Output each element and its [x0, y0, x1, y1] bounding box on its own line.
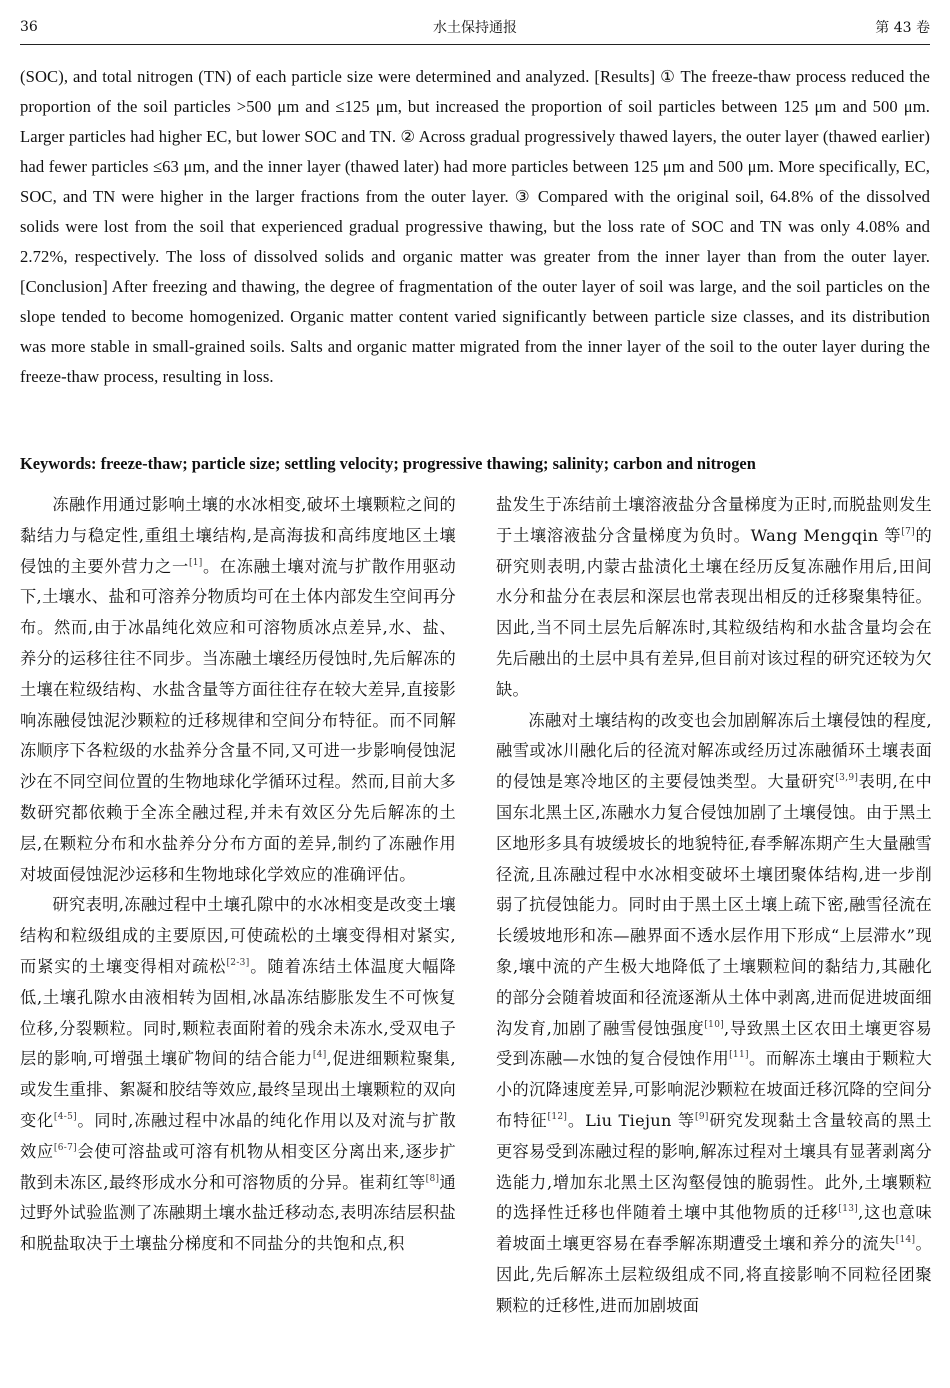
- text-run: 研究表明,冻融过程中土壤孔隙中的水冰相变是改变土壤结构和粒级组成的主要原因,可使疏松的土壤变得相对紧实,而紧实的土壤变得相对疏松: [20, 895, 456, 976]
- citation: [1]: [188, 557, 203, 568]
- paragraph-continued: [496, 490, 932, 706]
- citation: [7]: [901, 526, 915, 537]
- text-run: 。而解冻土壤由于颗粒大小的沉降速度差异,可影响泥沙颗粒在坡面迁移沉降的空间分布特征: [496, 1049, 932, 1130]
- citation: [10]: [704, 1019, 725, 1030]
- paragraph: [20, 890, 456, 1260]
- english-abstract: (SOC), and total nitrogen (TN) of each particle size were determined and analyzed. [Results] ① The freeze-thaw process reduced the proportion of the soil particles >500 μm and ≤125 μm, but increased the proportion of soil particles between 125 μm and 500 μm. Larger particles had higher EC, but lower SOC and TN. ② Across gradual progressively thawed layers, the outer layer (thawed earlier) had fewer particles ≤63 μm, and the inner layer (thawed later) had more particles between 125 μm and 500 μm. More specifically, EC, SOC, and TN were higher in the larger fractions from the outer layer. ③ Compared with the original soil, 64.8% of the dissolved solids were lost from the soil that experienced gradual progressive thawing, but the loss rate of SOC and TN was only 4.08% and 2.72%, respectively. The loss of dissolved solids and organic matter was greater from the inner layer than from the outer layer. [Conclusion] After freezing and thawing, the degree of fragmentation of the outer layer of soil was large, and the soil particles on the slope tended to become homogenized. Organic matter content varied significantly between particle size classes, and its distribution was more stable in small-grained soils. Salts and organic matter migrated from the inner layer of the soil to the outer layer during the freeze-thaw process, resulting in loss.: [20, 67, 930, 386]
- citation: [4]: [312, 1050, 327, 1061]
- text-run: ,这也意味着坡面土壤更容易在春季解冻期遭受土壤和养分的流失: [496, 1203, 932, 1254]
- text-run: 。Liu Tiejun 等: [567, 1110, 696, 1130]
- citation: [6-7]: [53, 1142, 77, 1153]
- citation: [8]: [425, 1173, 440, 1184]
- text-run: 表明,在中国东北黑土区,冻融水力复合侵蚀加剧了土壤侵蚀。由于黑土区地形多具有坡缓坡长的地貌特征,春季解冻期产生大量融雪径流,且冻融过程中水冰相变破坏土壤团聚体结构,进一步削弱了抗侵蚀能力。同时由于黑土区土壤上疏下密,融雪径流在长缓坡地形和冻—融界面不透水层作用下形成“上层滞水”现象,壤中流的产生极大地降低了土壤颗粒间的黏结力,其融化的部分会随着坡面和径流逐渐从土体中剥离,进而促进坡面细沟发育,加剧了融雪侵蚀强度: [496, 772, 932, 1038]
- citation: [9]: [695, 1111, 709, 1122]
- text-run: 通过野外试验监测了冻融期土壤水盐迁移动态,表明冻结层积盐和脱盐取决于土壤盐分梯度和不同盐分的共饱和点,积: [20, 1172, 456, 1254]
- citation: [14]: [895, 1235, 916, 1246]
- paragraph: [496, 706, 932, 1322]
- text-run: 。同时,冻融过程中冰晶的纯化作用以及对流与扩散效应: [20, 1110, 456, 1161]
- text-run: 。随着冻结土体温度大幅降低,土壤孔隙水由液相转为固相,冰晶冻结膨胀发生不可恢复位移,分裂颗粒。同时,颗粒表面附着的残余未冻水,受双电子层的影响,可增强土壤矿物间的结合能力: [20, 956, 456, 1069]
- text-run: 的研究则表明,内蒙古盐渍化土壤在经历反复冻融作用后,田间水分和盐分在表层和深层也常表现出相反的迁移聚集特征。因此,当不同土层先后解冻时,其粒级结构和水盐含量均会在先后融出的土层中具有差异,但目前对该过程的研究还较为欠缺。: [496, 525, 932, 699]
- keywords-text: freeze-thaw; particle size; settling velocity; progressive thawing; salinity; carbon and nitrogen: [100, 454, 756, 473]
- citation: [13]: [838, 1204, 859, 1215]
- keywords-line: [20, 452, 930, 476]
- text-run: 冻融对土壤结构的改变也会加剧解冻后土壤侵蚀的程度,融雪或冰川融化后的径流对解冻或经历过冻融循环土壤表面的侵蚀是寒冷地区的主要侵蚀类型。大量研究: [496, 710, 932, 792]
- citation: [11]: [729, 1050, 749, 1061]
- text-run: 会使可溶盐或可溶有机物从相变区分离出来,逐步扩散到未冻区,最终形成水分和可溶物质的分异。崔莉红等: [20, 1141, 456, 1192]
- text-run: ,促进细颗粒聚集,或发生重排、絮凝和胶结等效应,最终呈现出土壤颗粒的双向变化: [20, 1049, 457, 1130]
- journal-title: 水土保持通报: [433, 20, 517, 36]
- text-run: 研究发现黏土含量较高的黑土更容易受到冻融过程的影响,解冻过程对土壤具有显著剥离分选能力,增加东北黑土区沟壑侵蚀的脆弱性。此外,土壤颗粒的选择性迁移也伴随着土壤中其他物质的迁移: [496, 1110, 933, 1223]
- citation: [2-3]: [226, 957, 250, 968]
- body-column-right: [496, 490, 932, 1322]
- keywords-label: Keywords:: [20, 454, 97, 473]
- text-run: 。在冻融土壤对流与扩散作用驱动下,土壤水、盐和可溶养分物质均可在土体内部发生空间再分布。然而,由于冰晶纯化效应和可溶物质冰点差异,水、盐、养分的运移往往不同步。当冻融土壤经历侵蚀时,先后解冻的土壤在粒级结构、水盐含量等方面往往存在较大差异,直接影响冻融侵蚀泥沙颗粒的迁移规律和空间分布特征。而不同解冻顺序下各粒级的水盐养分含量不同,又可进一步影响侵蚀泥沙在不同空间位置的生物地球化学循环过程。然而,目前大多数研究都依赖于全冻全融过程,并未有效区分先后解冻的土层,在颗粒分布和水盐养分分布方面的差异,制约了冻融作用对坡面侵蚀泥沙运移和生物地球化学效应的准确评估。: [20, 556, 456, 884]
- running-header: [20, 14, 930, 40]
- citation: [4-5]: [53, 1111, 77, 1122]
- header-rule: [20, 44, 930, 45]
- text-run: 。因此,先后解冻土层粒级组成不同,将直接影响不同粒径团聚颗粒的迁移性,进而加剧坡面: [496, 1234, 932, 1315]
- citation: [3,9]: [835, 773, 859, 784]
- citation: [12]: [547, 1111, 568, 1122]
- volume-label: 第 43 卷: [875, 20, 930, 36]
- text-run: 冻融作用通过影响土壤的水冰相变,破坏土壤颗粒之间的黏结力与稳定性,重组土壤结构,是高海拔和高纬度地区土壤侵蚀的主要外营力之一: [20, 495, 456, 576]
- page-number: 36: [20, 19, 38, 35]
- paragraph: [20, 490, 456, 890]
- body-column-left: [20, 490, 456, 1260]
- text-run: ,导致黑土区农田土壤更容易受到冻融—水蚀的复合侵蚀作用: [496, 1018, 933, 1069]
- text-run: 盐发生于冻结前土壤溶液盐分含量梯度为正时,而脱盐则发生于土壤溶液盐分含量梯度为负时。Wang Mengqin 等: [496, 495, 932, 545]
